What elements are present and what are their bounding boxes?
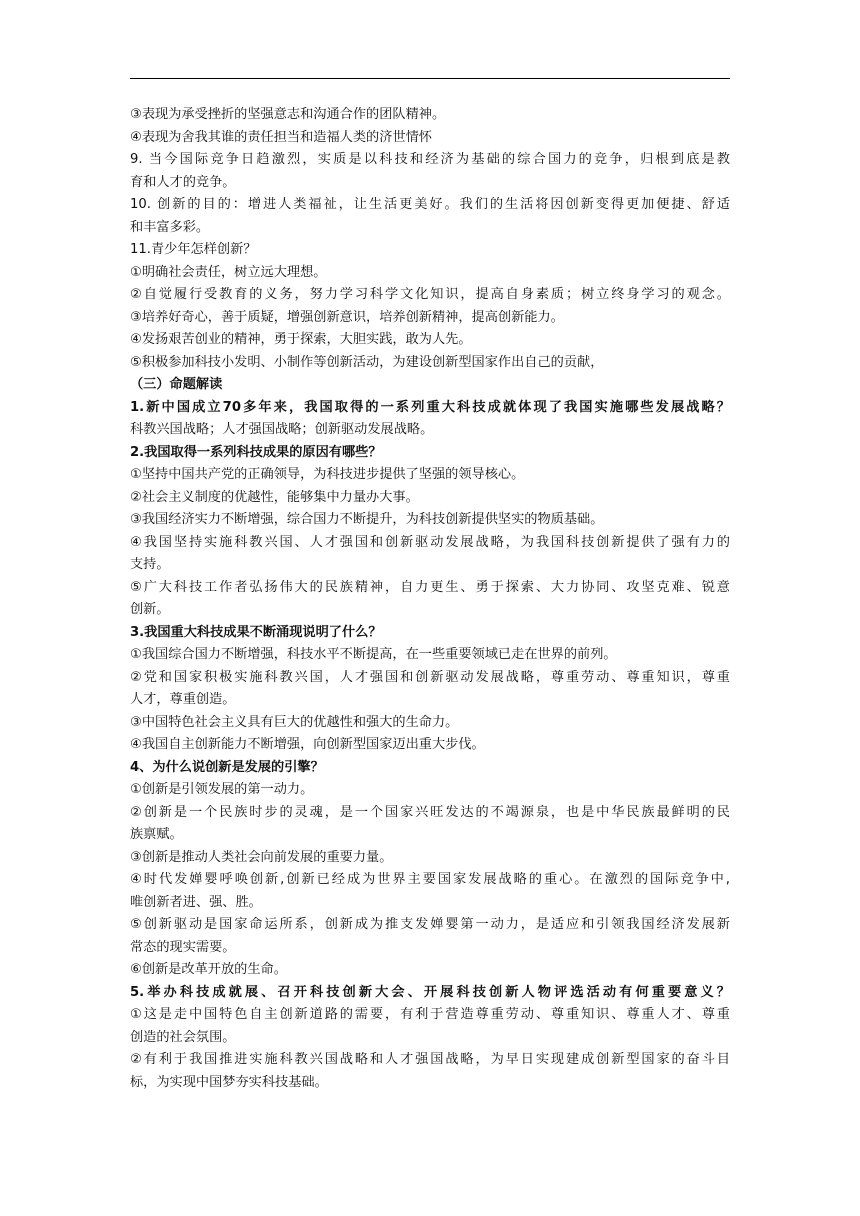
text-line: ②党和国家积极实施科教兴国，人才强国和创新驱动发展战略，尊重劳动、尊重知识，尊重 <box>130 669 730 685</box>
document-body <box>130 104 730 1094</box>
text-line: ①创新是引领发展的第一动力。 <box>130 782 314 797</box>
text-line: 创造的社会氛围。 <box>130 1029 236 1045</box>
text-line: ②创新是一个民族时步的灵魂，是一个国家兴旺发达的不竭源泉，也是中华民族最鲜明的民 <box>130 804 730 820</box>
text-line: ③培养好奇心，善于质疑，增强创新意识，培养创新精神，提高创新能力。 <box>130 309 564 325</box>
text-line: 和丰富多彩。 <box>130 219 210 235</box>
text-line: ③创新是推动人类社会向前发展的重要力量。 <box>130 849 393 865</box>
text-line: ④表现为舍我其谁的责任担当和造福人类的济世情怀 <box>130 129 432 145</box>
text-line: 支持。 <box>130 557 170 572</box>
text-line: ①坚持中国共产党的正确领导，为科技进步提供了坚强的领导核心。 <box>130 467 525 482</box>
text-line: ①我国综合国力不断增强，科技水平不断提高，在一些重要领域已走在世界的前列。 <box>130 647 617 662</box>
text-line: ②社会主义制度的优越性，能够集中力量办大事。 <box>130 489 419 505</box>
text-line: ④我国自主创新能力不断增强，向创新型国家迈出重大步伐。 <box>130 737 485 752</box>
text-line: ②自觉履行受教育的义务，努力学习科学文化知识，提高自身素质；树立终身学习的观念。 <box>130 287 730 302</box>
text-line: ②有利于我国推进实施科教兴国战略和人才强国战略，为早日实现建成创新型国家的奋斗目 <box>130 1052 730 1067</box>
text-line: 创新。 <box>130 602 170 617</box>
text-line: 唯创新者进、强、胜。 <box>130 894 262 910</box>
text-line: 族禀赋。 <box>130 827 183 842</box>
text-line: 11.青少年怎样创新？ <box>130 242 257 257</box>
section-heading: （三）命题解读 <box>130 377 223 392</box>
text-line: 10. 创新的目的：增进人类福祉，让生活更美好。我们的生活将因创新变得更加便捷、舒适 <box>130 197 730 212</box>
section-heading: 4、为什么说创新是发展的引擎？ <box>130 759 324 775</box>
text-line: ⑤广大科技工作者弘扬伟大的民族精神，自力更生、勇于探索、大力协同、攻坚克难、锐意 <box>130 579 730 595</box>
text-line: 标，为实现中国梦夯实科技基础。 <box>130 1074 328 1090</box>
text-line: ④我国坚持实施科教兴国、人才强国和创新驱动发展战略，为我国科技创新提供了强有力的 <box>130 534 730 550</box>
section-heading: 1.新中国成立70多年来，我国取得的一系列重大科技成就体现了我国实施哪些发展战略？ <box>130 399 730 415</box>
text-line: ⑤创新驱动是国家命运所系，创新成为推支发婵婴第一动力，是适应和引领我国经济发展新 <box>130 917 730 932</box>
text-line: ⑥创新是改革开放的生命。 <box>130 962 287 977</box>
text-line: ③中国特色社会主义具有巨大的优越性和强大的生命力。 <box>130 714 459 730</box>
text-line: 育和人才的竞争。 <box>130 174 236 190</box>
header-rule <box>130 78 730 79</box>
text-line: ⑤积极参加科技小发明、小制作等创新活动，为建设创新型国家作出自己的贡献， <box>130 354 604 370</box>
text-line: ③我国经济实力不断增强，综合国力不断提升，为科技创新提供坚实的物质基础。 <box>130 512 604 527</box>
text-line: 人才，尊重创造。 <box>130 692 236 707</box>
text-line: ①这是走中国特色自主创新道路的需要，有利于营造尊重劳动、尊重知识、尊重人才、尊重 <box>130 1007 730 1022</box>
text-line: ①明确社会责任，树立远大理想。 <box>130 264 327 280</box>
section-heading: 5.举办科技成就展、召开科技创新大会、开展科技创新人物评选活动有何重要意义？ <box>130 984 730 1000</box>
text-line: 科教兴国战略；人才强国战略；创新驱动发展战略。 <box>130 422 434 437</box>
text-line: ④时代发婵婴呼唤创新,创新已经成为世界主要国家发展战略的重心。在激烈的国际竞争中, <box>130 872 730 887</box>
section-heading: 2.我国取得一系列科技成果的原因有哪些？ <box>130 444 382 460</box>
text-line: ③表现为承受挫折的坚强意志和沟通合作的团队精神。 <box>130 107 446 122</box>
text-line: 常态的现实需要。 <box>130 939 236 955</box>
text-line: 9. 当今国际竞争日趋激烈，实质是以科技和经济为基础的综合国力的竞争，归根到底是教 <box>130 152 730 167</box>
section-heading: 3.我国重大科技成果不断涌现说明了什么？ <box>130 624 382 640</box>
text-line: ④发扬艰苦创业的精神，勇于探索，大胆实践，敢为人先。 <box>130 332 472 347</box>
